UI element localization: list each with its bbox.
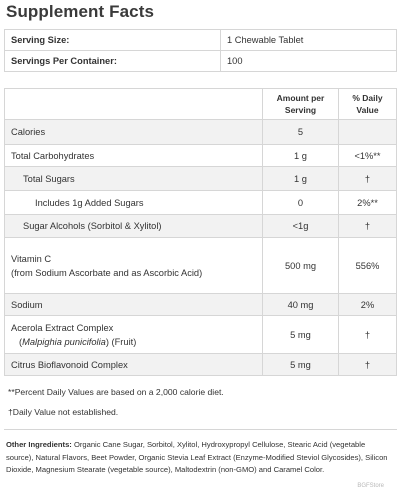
section-divider (4, 429, 397, 430)
nutrient-amount: 5 mg (263, 354, 339, 376)
botanical-name: Malpighia punicifolia (22, 336, 106, 347)
serving-info-table (4, 29, 397, 72)
page-title: Supplement Facts (6, 2, 155, 21)
plant-part: (Fruit) (108, 336, 137, 347)
nutrient-source: (Malpighia punicifolia) (Fruit) (19, 336, 137, 347)
nutrient-amount: <1g (263, 215, 339, 238)
serving-size-value: 1 Chewable Tablet (221, 30, 397, 51)
nutrient-daily-value: 556% (339, 238, 397, 294)
nutrient-daily-value: † (339, 354, 397, 376)
nutrient-amount: 5 mg (263, 316, 339, 354)
table-row (5, 145, 397, 167)
nutrient-amount: 40 mg (263, 294, 339, 316)
supplement-facts-table (4, 88, 397, 376)
percent-daily-value-note: **Percent Daily Values are based on a 2,000 calorie diet. (8, 387, 224, 397)
amount-per-serving-header: Amount per Serving (263, 89, 339, 120)
servings-per-container-label: Servings Per Container: (5, 51, 221, 72)
watermark-logo: BGFStore (357, 483, 384, 489)
nutrient-daily-value: <1%** (339, 145, 397, 167)
nutrient-name: Calories (5, 120, 263, 145)
nutrient-daily-value: † (339, 215, 397, 238)
nutrient-amount: 0 (263, 191, 339, 215)
nutrient-name: Acerola Extract Complex (11, 322, 114, 333)
daily-value-not-established-note: †Daily Value not established. (8, 407, 119, 417)
nutrient-amount: 500 mg (263, 238, 339, 294)
other-ingredients-label: Other Ingredients: (6, 440, 72, 449)
nutrient-daily-value: 2% (339, 294, 397, 316)
nutrient-amount: 1 g (263, 167, 339, 191)
nutrient-name: Total Carbohydrates (5, 145, 263, 167)
table-row (5, 238, 397, 294)
nutrient-daily-value: † (339, 167, 397, 191)
nutrient-cell-vitamin-c (5, 238, 263, 294)
servings-per-container-value: 100 (221, 51, 397, 72)
other-ingredients-text: Organic Cane Sugar, Sorbitol, Xylitol, Hydroxypropyl Cellulose, Stearic Acid (vegetable source), Natural Flavors, Beet Powder, Organic Stevia Leaf Extract (Enzyme-Modified Steviol Glycosides), Silicon Dioxide, Magnesium Stearate (vegetable source), Maltodextrin (non-GMO) and Caramel Color. (6, 440, 388, 474)
nutrient-name: Sodium (5, 294, 263, 316)
table-row (5, 191, 397, 215)
daily-value-header: % Daily Value (339, 89, 397, 120)
serving-size-label: Serving Size: (5, 30, 221, 51)
servings-per-container-row (5, 51, 397, 72)
nutrient-cell-acerola (5, 316, 263, 354)
nutrient-daily-value (339, 120, 397, 145)
table-row (5, 167, 397, 191)
nutrient-name: Vitamin C (11, 253, 52, 264)
serving-size-row (5, 30, 397, 51)
nutrient-name: Total Sugars (5, 167, 263, 191)
nutrient-amount: 5 (263, 120, 339, 145)
header-empty-cell (5, 89, 263, 120)
nutrient-daily-value: 2%** (339, 191, 397, 215)
nutrient-name: Sugar Alcohols (Sorbitol & Xylitol) (5, 215, 263, 238)
table-row (5, 294, 397, 316)
nutrient-name: Includes 1g Added Sugars (5, 191, 263, 215)
nutrient-source: (from Sodium Ascorbate and as Ascorbic Acid) (11, 267, 203, 278)
table-row (5, 120, 397, 145)
other-ingredients (6, 439, 389, 477)
table-row (5, 316, 397, 354)
table-header-row (5, 89, 397, 120)
table-row (5, 354, 397, 376)
table-row (5, 215, 397, 238)
nutrient-amount: 1 g (263, 145, 339, 167)
nutrient-daily-value: † (339, 316, 397, 354)
nutrient-name: Citrus Bioflavonoid Complex (5, 354, 263, 376)
